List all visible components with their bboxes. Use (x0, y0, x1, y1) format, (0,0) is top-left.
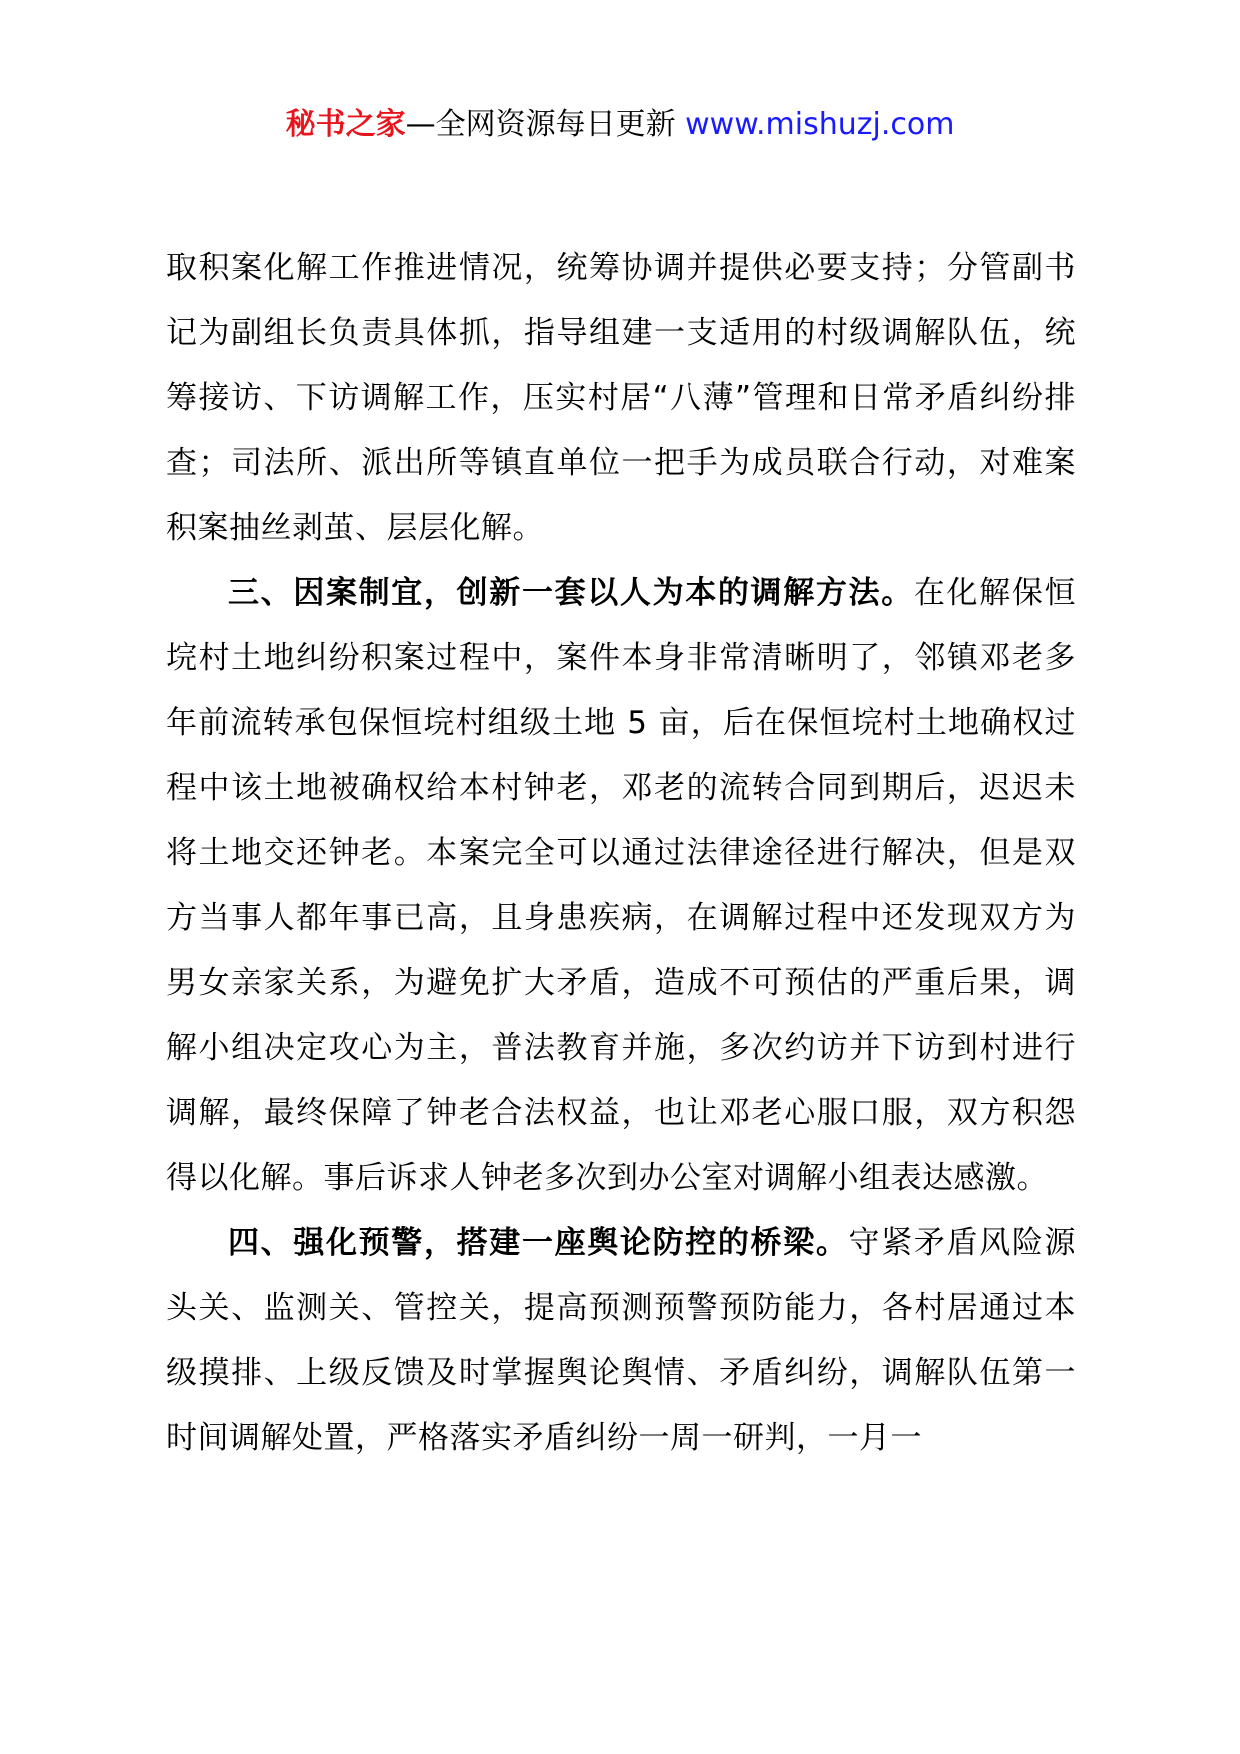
section-heading: 四、强化预警，搭建一座舆论防控的桥梁。 (228, 1225, 849, 1261)
paragraph-continued (166, 236, 1076, 561)
section-heading: 三、因案制宜，创新一套以人为本的调解方法。 (228, 575, 914, 611)
document-body (166, 236, 1076, 1471)
paragraph-section-four (166, 1211, 1076, 1471)
site-tagline: —全网资源每日更新 (405, 107, 686, 142)
site-brand: 秘书之家 (285, 107, 406, 142)
paragraph-section-three (166, 561, 1076, 1211)
paragraph-text: 在化解保恒垸村土地纠纷积案过程中，案件本身非常清晰明了，邻镇邓老多年前流转承包保恒垸村组级土地 5 亩，后在保恒垸村土地确权过程中该土地被确权给本村钟老，邓老的流转合同到期后，迟迟未将土地交还钟老。本案完全可以通过法律途径进行解决，但是双方当事人都年事已高，且身患疾病，在调解过程中还发现双方为男女亲家关系，为避免扩大矛盾，造成不可预估的严重后果，调解小组决定攻心为主，普法教育并施，多次约访并下访到村进行调解，最终保障了钟老合法权益，也让邓老心服口服，双方积怨得以化解。事后诉求人钟老多次到办公室对调解小组表达感激。 (166, 575, 1076, 1196)
site-url-link[interactable]: www.mishuzj.com (685, 107, 955, 142)
site-header (0, 104, 1240, 146)
paragraph-text: 守紧矛盾风险源头关、监测关、管控关，提高预测预警预防能力，各村居通过本级摸排、上级反馈及时掌握舆论舆情、矛盾纠纷，调解队伍第一时间调解处置，严格落实矛盾纠纷一周一研判，一月一 (166, 1225, 1077, 1456)
paragraph-text: 取积案化解工作推进情况，统筹协调并提供必要支持；分管副书记为副组长负责具体抓，指导组建一支适用的村级调解队伍，统筹接访、下访调解工作，压实村居“八薄”管理和日常矛盾纠纷排查；司法所、派出所等镇直单位一把手为成员联合行动，对难案积案抽丝剥茧、层层化解。 (166, 250, 1076, 546)
